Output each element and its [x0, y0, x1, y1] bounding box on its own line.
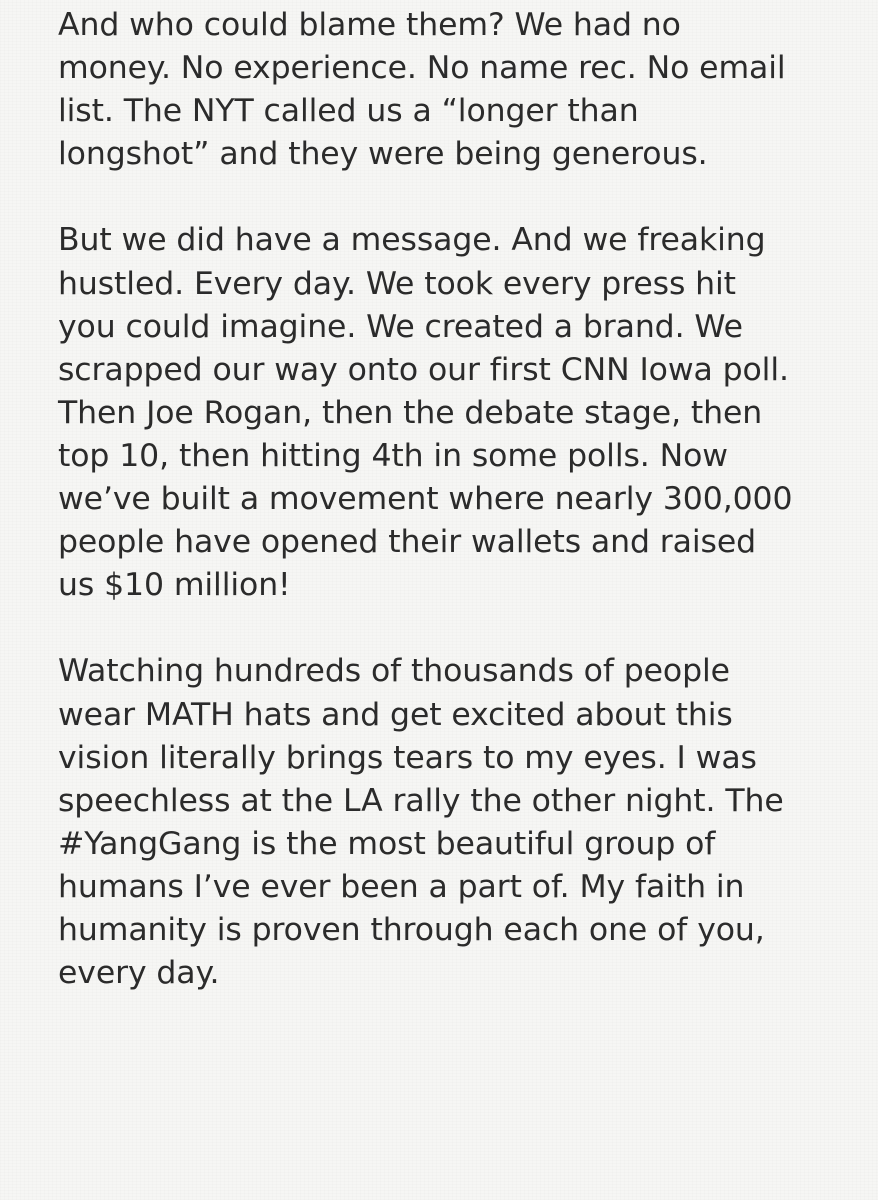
- text-line: But we did have a message. And we freaking: [58, 222, 766, 259]
- text-line: speechless at the LA rally the other night. The: [58, 782, 784, 819]
- text-line: wear MATH hats and get excited about this: [58, 696, 733, 733]
- text-line: us $10 million!: [58, 567, 291, 604]
- paragraph-1: [58, 4, 858, 176]
- paragraph-gap: [58, 176, 858, 219]
- note-body: [58, 0, 858, 995]
- text-line: humanity is proven through each one of you,: [58, 911, 765, 948]
- text-line: humans I’ve ever been a part of. My faith in: [58, 868, 745, 905]
- text-line: list. The NYT called us a “longer than: [58, 93, 639, 130]
- text-line: hustled. Every day. We took every press hit: [58, 265, 736, 302]
- paragraph-gap: [58, 607, 858, 650]
- text-line: we’ve built a movement where nearly 300,000: [58, 481, 793, 518]
- text-line: And who could blame them? We had no: [58, 7, 681, 43]
- text-line: #YangGang is the most beautiful group of: [58, 825, 716, 862]
- text-line: vision literally brings tears to my eyes. I was: [58, 739, 757, 776]
- paragraph-3: [58, 650, 858, 995]
- text-line: people have opened their wallets and raised: [58, 524, 756, 561]
- text-line: every day.: [58, 955, 220, 992]
- paragraph-2: [58, 219, 858, 607]
- text-line: scrapped our way onto our first CNN Iowa poll.: [58, 351, 789, 388]
- text-line: longshot” and they were being generous.: [58, 136, 708, 173]
- text-line: top 10, then hitting 4th in some polls. Now: [58, 437, 728, 474]
- text-line: you could imagine. We created a brand. We: [58, 308, 743, 345]
- text-line: Then Joe Rogan, then the debate stage, then: [58, 394, 763, 431]
- text-line: money. No experience. No name rec. No email: [58, 50, 786, 87]
- text-line: Watching hundreds of thousands of people: [58, 653, 730, 690]
